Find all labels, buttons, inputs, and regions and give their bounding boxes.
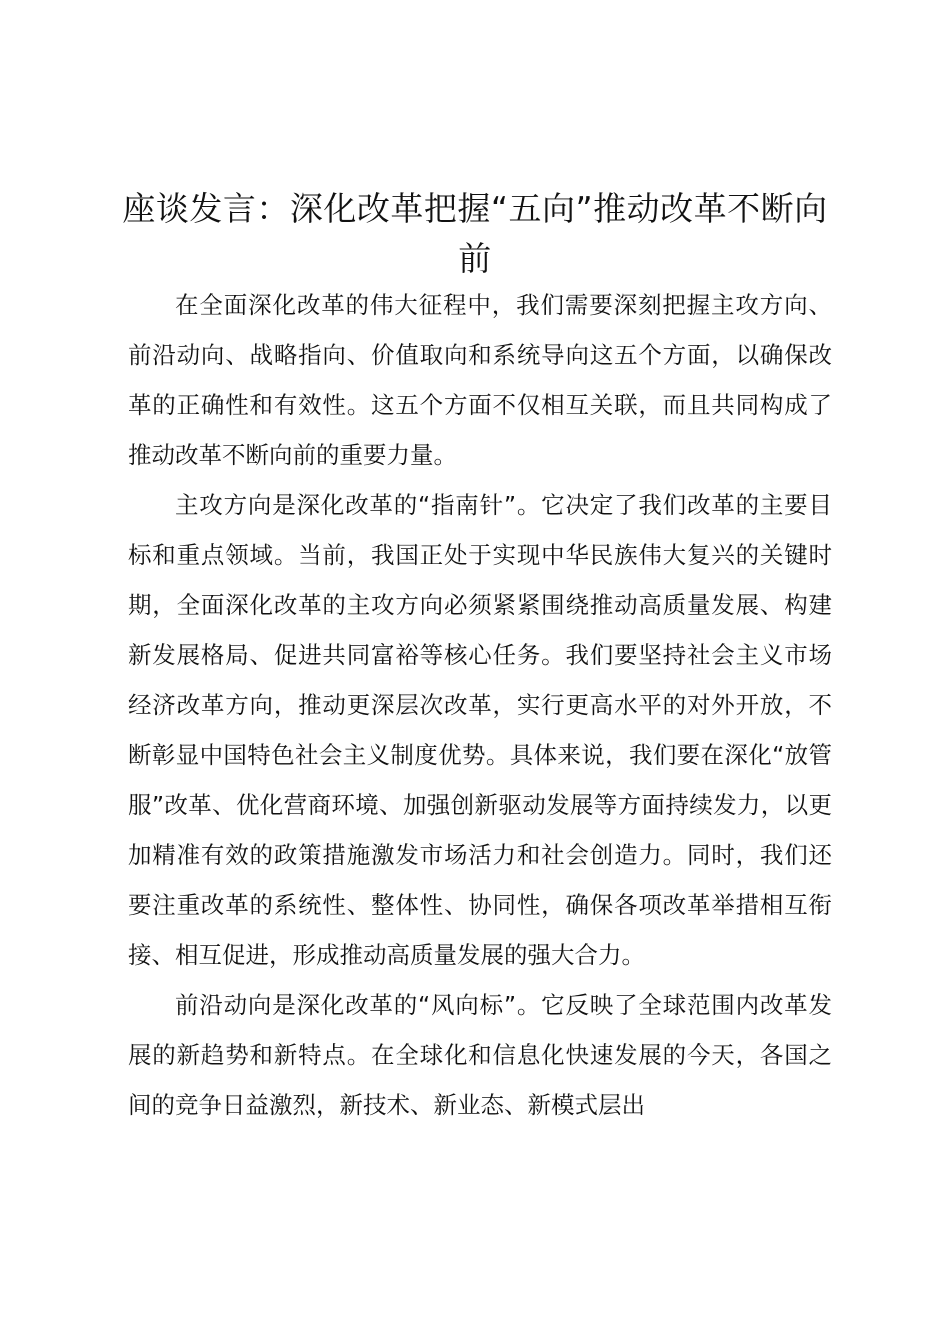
document-body: [128, 280, 832, 1130]
paragraph: 主攻方向是深化改革的“指南针”。它决定了我们改革的主要目标和重点领域。当前，我国正处于实现中华民族伟大复兴的关键时期，全面深化改革的主攻方向必须紧紧围绕推动高质量发展、构建新发展格局、促进共同富裕等核心任务。我们要坚持社会主义市场经济改革方向，推动更深层次改革，实行更高水平的对外开放，不断彰显中国特色社会主义制度优势。具体来说，我们要在深化“放管服”改革、优化营商环境、加强创新驱动发展等方面持续发力，以更加精准有效的政策措施激发市场活力和社会创造力。同时，我们还要注重改革的系统性、整体性、协同性，确保各项改革举措相互衔接、相互促进，形成推动高质量发展的强大合力。: [128, 491, 832, 969]
paragraph: 前沿动向是深化改革的“风向标”。它反映了全球范围内改革发展的新趋势和新特点。在全球化和信息化快速发展的今天，各国之间的竞争日益激烈，新技术、新业态、新模式层出: [128, 991, 832, 1119]
paragraph: 在全面深化改革的伟大征程中，我们需要深刻把握主攻方向、前沿动向、战略指向、价值取向和系统导向这五个方面，以确保改革的正确性和有效性。这五个方面不仅相互关联，而且共同构成了推动改革不断向前的重要力量。: [128, 291, 832, 469]
document-title: 座谈发言：深化改革把握“五向”推动改革不断向前: [122, 189, 828, 278]
